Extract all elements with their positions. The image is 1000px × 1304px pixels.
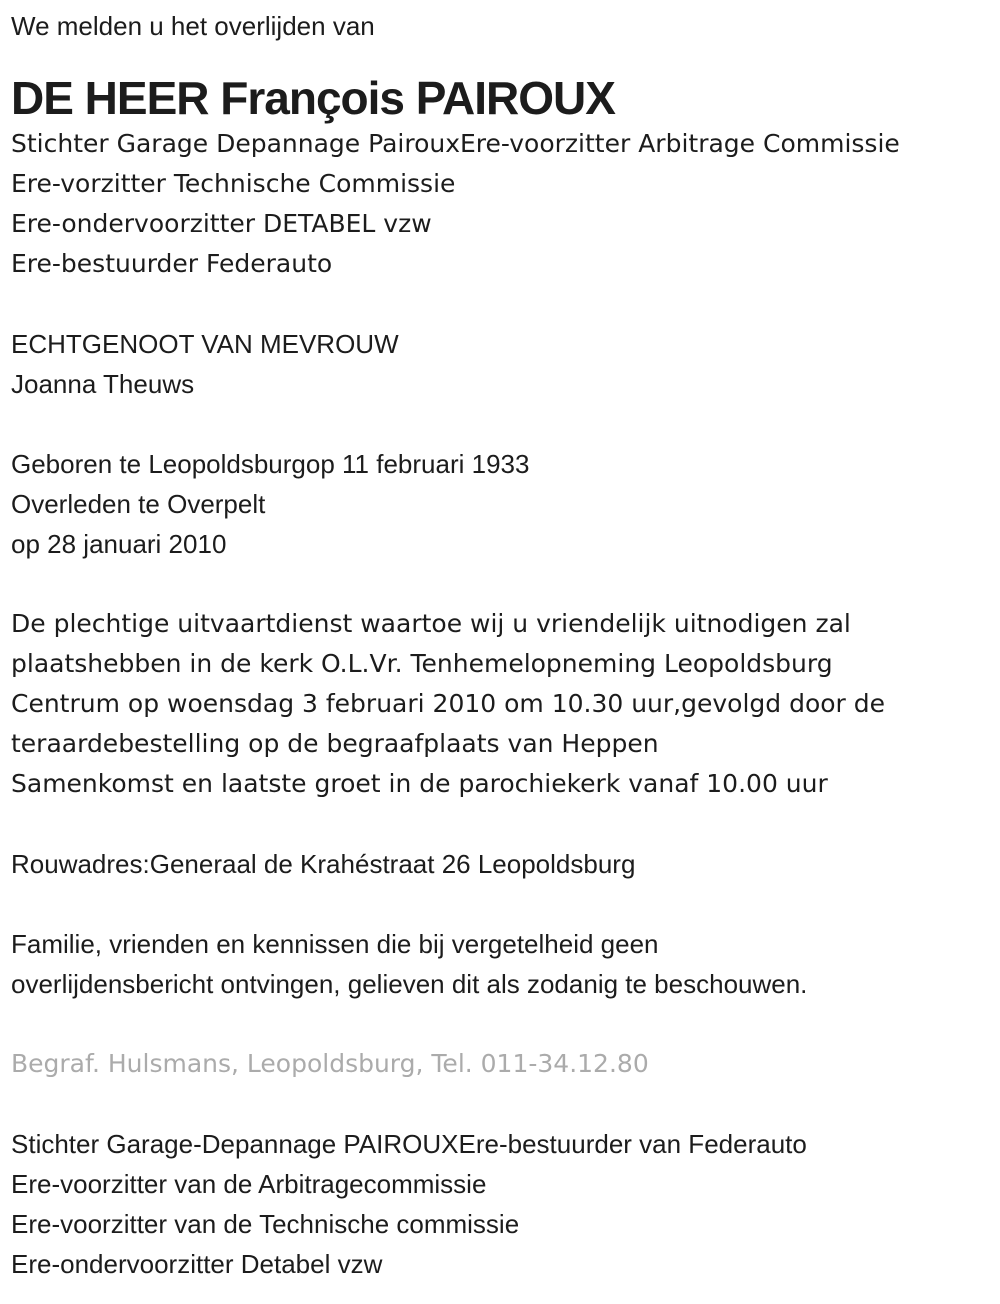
- title-line-4: Ere-bestuurder Federauto: [11, 249, 333, 278]
- title-line-1: Stichter Garage Depannage PairouxEre-voorzitter Arbitrage Commissie: [11, 129, 900, 158]
- spouse-label: ECHTGENOOT VAN MEVROUW: [11, 329, 399, 359]
- died-date-line: op 28 januari 2010: [11, 529, 227, 559]
- spouse-name: Joanna Theuws: [11, 369, 195, 399]
- service-block: [11, 604, 990, 804]
- titles-block: [11, 124, 990, 284]
- apology-line-1: Familie, vrienden en kennissen die bij vergetelheid geen: [11, 929, 659, 959]
- service-line-1: De plechtige uitvaartdienst waartoe wij u vriendelijk uitnodigen zal: [11, 609, 851, 638]
- footer-title-line-1: Stichter Garage-Depannage PAIROUXEre-bestuurder van Federauto: [11, 1129, 807, 1159]
- service-line-2: plaatshebben in de kerk O.L.Vr. Tenhemelopneming Leopoldsburg: [11, 649, 833, 678]
- mourning-address-line: Rouwadres:Generaal de Krahéstraat 26 Leopoldsburg: [11, 849, 636, 879]
- footer-titles-block: [11, 1124, 990, 1284]
- service-line-3: Centrum op woensdag 3 februari 2010 om 10.30 uur,gevolgd door de: [11, 689, 886, 718]
- mourning-address-block: [11, 844, 990, 884]
- apology-line-2: overlijdensbericht ontvingen, gelieven dit als zodanig te beschouwen.: [11, 969, 808, 999]
- title-line-2: Ere-vorzitter Technische Commissie: [11, 169, 456, 198]
- intro-line: We melden u het overlijden van: [11, 11, 375, 41]
- died-place-line: Overleden te Overpelt: [11, 489, 266, 519]
- funeral-home-block: [11, 1044, 990, 1084]
- deceased-name: DE HEER François PAIROUX: [11, 72, 615, 124]
- service-line-5: Samenkomst en laatste groet in de parochiekerk vanaf 10.00 uur: [11, 769, 828, 798]
- service-line-4: teraardebestelling op de begraafplaats van Heppen: [11, 729, 659, 758]
- title-line-3: Ere-ondervoorzitter DETABEL vzw: [11, 209, 432, 238]
- born-line: Geboren te Leopoldsburgop 11 februari 1933: [11, 449, 530, 479]
- funeral-home-line: Begraf. Hulsmans, Leopoldsburg, Tel. 011-34.12.80: [11, 1049, 649, 1078]
- footer-title-line-2: Ere-voorzitter van de Arbitragecommissie: [11, 1169, 487, 1199]
- footer-title-line-4: Ere-ondervoorzitter Detabel vzw: [11, 1249, 383, 1279]
- life-dates-block: [11, 444, 990, 564]
- footer-title-line-3: Ere-voorzitter van de Technische commissie: [11, 1209, 520, 1239]
- spouse-block: [11, 324, 990, 404]
- apology-block: [11, 924, 990, 1004]
